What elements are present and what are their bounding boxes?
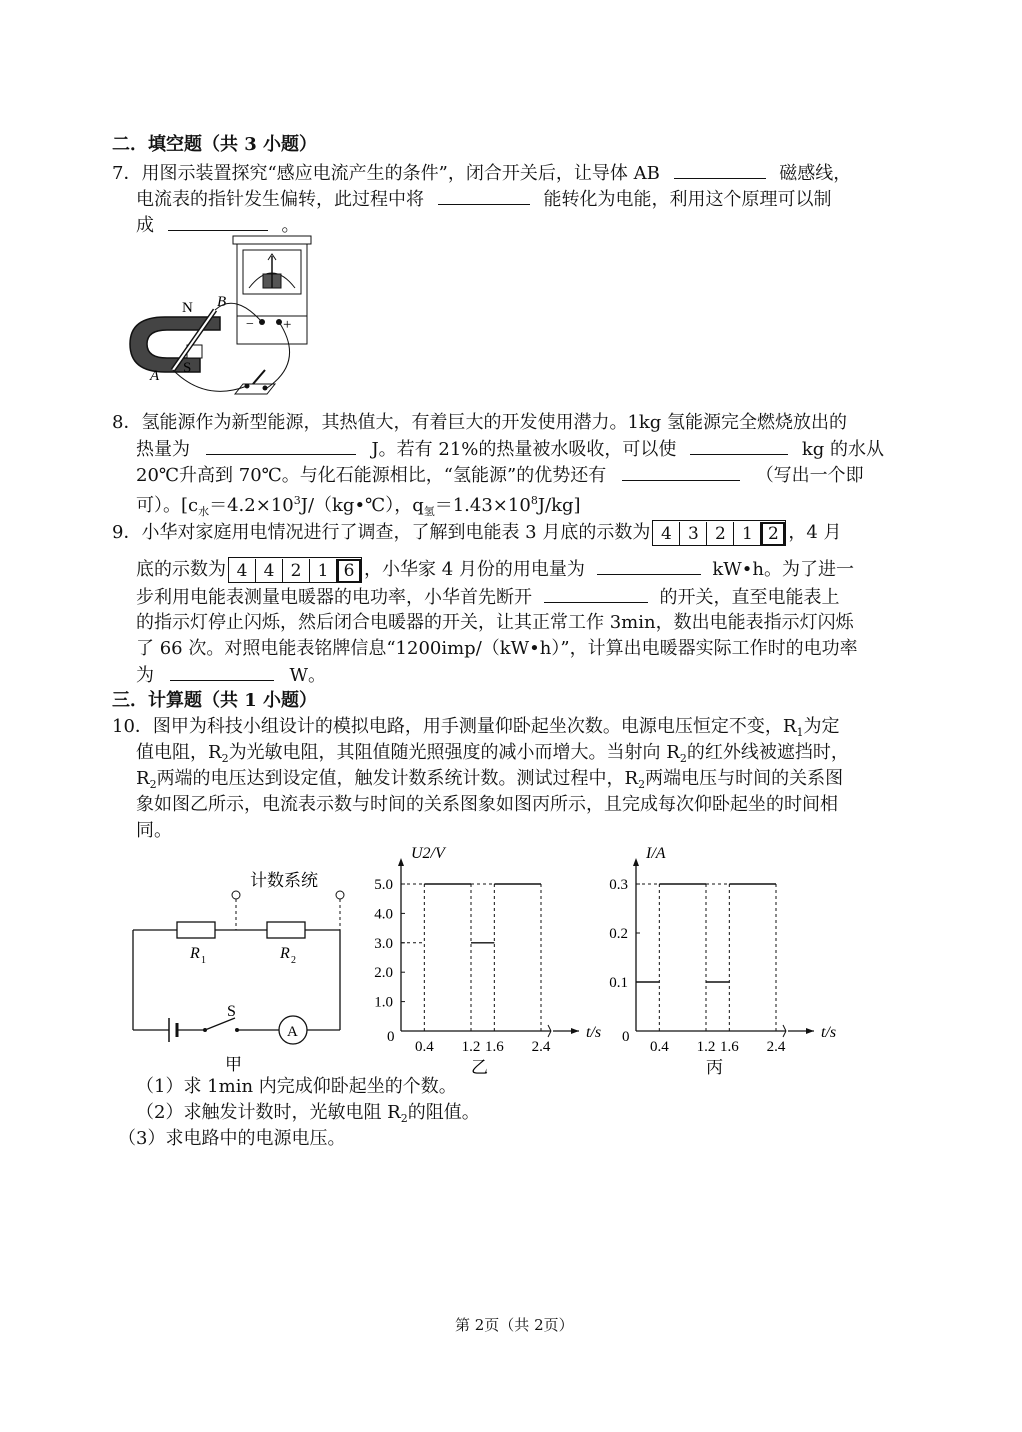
r1-subscript: 1 [201, 955, 206, 966]
x-tick-label: 1.2 [696, 1039, 716, 1055]
q10-subscript: 2 [221, 752, 229, 765]
resistor-r2 [267, 922, 305, 938]
q8-formula: 可）。[c [136, 495, 199, 516]
point-b-label: B [217, 294, 227, 310]
q10-text: R [136, 768, 150, 789]
q10-line-4: 象如图乙所示，电流表示数与时间的关系图象如图丙所示，且完成每次仰卧起坐的时间相 [136, 794, 838, 815]
meter-decimal-digit: 6 [337, 559, 361, 583]
x-tick-label: 1.6 [484, 1039, 504, 1055]
q9-blank-3[interactable] [170, 662, 274, 681]
y-tick-label: 3.0 [374, 935, 393, 952]
q9-text: 底的示数为 [136, 559, 226, 580]
q8-superscript: 3 [293, 494, 301, 507]
q9-line-6 [136, 662, 326, 689]
q7-text: 7．用图示装置探究“感应电流产生的条件”，闭合开关后，让导体 AB [112, 163, 660, 184]
q7-line-2 [136, 186, 831, 213]
meter-digit: 4 [229, 559, 256, 583]
y-tick-label: 2.0 [374, 965, 393, 982]
x-axis-label: t/s [821, 1024, 837, 1041]
y-axis-label: U2/V [411, 845, 445, 862]
r2-subscript: 2 [291, 955, 296, 966]
q9-text: 9．小华对家庭用电情况进行了调查，了解到电能表 3 月底的示数为 [112, 522, 651, 543]
chart-i-vs-time [590, 838, 837, 1078]
magnet-n-label: N [182, 300, 193, 316]
y-axis-label: I/A [646, 845, 666, 862]
point-a-label: A [150, 368, 160, 384]
q10-sub-2-text: （2）求触发计数时，光敏电阻 R [136, 1102, 401, 1123]
q8-blank-1[interactable] [206, 436, 356, 455]
q9-line-3 [136, 584, 839, 611]
q10-subscript: 2 [400, 1112, 408, 1125]
q10-text: 为光敏电阻，其阻值随光照强度的减小而增大。当射向 R [228, 742, 680, 763]
q9-text: 为 [136, 665, 154, 686]
y-tick-label: 1.0 [374, 994, 393, 1011]
meter-digit: 4 [653, 522, 680, 546]
x-axis-label: t/s [586, 1024, 602, 1041]
figure-caption: 丙 [706, 1058, 723, 1077]
q7-blank-2[interactable] [438, 186, 530, 205]
q9-blank-1[interactable] [597, 556, 701, 575]
q7-text: 磁感线， [779, 163, 852, 184]
q10-subscript: 2 [149, 778, 157, 791]
meter-reading-march [652, 520, 786, 546]
q10-text: 的红外线被遮挡时， [686, 742, 849, 763]
x-tick-label: 2.4 [531, 1039, 551, 1055]
circuit-diagram [125, 862, 355, 1077]
meter-reading-april [228, 557, 362, 583]
q10-sub-2-text: 的阻值。 [407, 1102, 480, 1123]
q7-text: 成 [136, 215, 154, 236]
y-tick-label: 5.0 [374, 877, 393, 893]
q9-text: 步利用电能表测量电暖器的电功率，小华首先断开 [136, 587, 532, 608]
page-footer: 第 2页（共 2页） [455, 1316, 574, 1334]
origin-tick-label: 0 [387, 1029, 395, 1045]
y-tick-label: 0.2 [609, 926, 628, 942]
y-tick-label: 4.0 [374, 906, 393, 923]
q7-line-1 [112, 160, 851, 187]
x-tick-label: 2.4 [766, 1039, 786, 1055]
x-axis-arrow [571, 1028, 579, 1034]
q7-blank-3[interactable] [168, 212, 268, 231]
meter-digit: 1 [734, 522, 761, 546]
figure-caption: 乙 [471, 1058, 488, 1077]
q8-subscript: 氢 [423, 505, 435, 518]
x-tick-label: 1.2 [461, 1039, 481, 1055]
magnet-s-label: S [183, 360, 192, 376]
ammeter-label: A [287, 1024, 298, 1040]
resistor-r1 [177, 922, 215, 938]
q9-line-5: 了 66 次。对照电能表铭牌信息“1200imp/（kW•h）”，计算出电暖器实际工作时的电功率 [136, 638, 858, 659]
q8-text: kg 的水从 [801, 439, 885, 460]
r1-label: R [190, 945, 200, 962]
q10-line-5: 同。 [136, 820, 172, 841]
counter-terminal-left [232, 891, 240, 899]
meter-digit: 2 [283, 559, 310, 583]
q8-formula: J/（kg•℃），q [300, 495, 424, 516]
q8-superscript: 8 [530, 494, 538, 507]
q9-line-1 [112, 520, 842, 546]
q8-text: 热量为 [136, 439, 190, 460]
q9-text: W。 [289, 665, 326, 686]
chart-u2-vs-time [355, 838, 600, 1078]
q7-blank-1[interactable] [674, 160, 766, 179]
q8-subscript: 水 [198, 505, 210, 518]
q9-line-2 [136, 556, 854, 583]
counter-terminal-right [336, 891, 344, 899]
section-heading-fill-blank: 二．填空题（共 3 小题） [112, 134, 318, 155]
q10-text: 为定 [803, 716, 840, 737]
q8-line-3 [136, 462, 864, 489]
origin-tick-label: 0 [622, 1029, 630, 1045]
y-tick-label: 0.3 [609, 877, 628, 893]
terminal-plus-label: + [283, 317, 292, 333]
q9-line-4: 的指示灯停止闪烁，然后闭合电暖器的开关，让其正常工作 3min，数出电能表指示灯闪烁 [136, 612, 854, 633]
q10-text: 10．图甲为科技小组设计的模拟电路，用手测量仰卧起坐次数。电源电压恒定不变，R [112, 716, 797, 737]
q9-text: kW•h。为了进一 [712, 559, 854, 580]
q8-formula: ＝1.43×10 [434, 495, 531, 516]
q8-text: 20℃升高到 70℃。与化石能源相比，“氢能源”的优势还有 [136, 465, 607, 486]
q7-text: 能转化为电能，利用这个原理可以制 [543, 189, 832, 210]
q10-text: 两端电压与时间的关系图 [645, 768, 844, 789]
y-axis-arrow [633, 858, 639, 866]
q9-text: ，小华家 4 月份的用电量为 [364, 559, 585, 580]
meter-digit: 2 [707, 522, 734, 546]
q10-subscript: 1 [796, 726, 804, 739]
q10-text: 值电阻，R [136, 742, 222, 763]
q7-text: 。 [281, 215, 300, 236]
y-axis-arrow [398, 858, 404, 866]
meter-decimal-digit: 2 [761, 522, 785, 546]
q10-subscript: 2 [679, 752, 687, 765]
meter-digit: 4 [256, 559, 283, 583]
q8-line-1: 8．氢能源作为新型能源，其热值大，有着巨大的开发使用潜力。1kg 氢能源完全燃烧放出的 [112, 412, 848, 433]
q8-formula: J/kg] [537, 495, 581, 516]
q8-text: （写出一个即 [755, 465, 864, 486]
x-tick-label: 1.6 [719, 1039, 739, 1055]
counter-system-label: 计数系统 [250, 871, 318, 890]
meter-digit: 1 [310, 559, 337, 583]
section-heading-calculation: 三．计算题（共 1 小题） [112, 690, 318, 711]
q8-blank-3[interactable] [622, 462, 740, 481]
r2-label: R [280, 945, 290, 962]
induction-apparatus-figure [125, 232, 325, 407]
terminal-minus-label: − [246, 317, 254, 332]
q8-blank-2[interactable] [690, 436, 788, 455]
q10-subscript: 2 [638, 778, 646, 791]
q10-sub-3: （3）求电路中的电源电压。 [118, 1128, 346, 1149]
q10-sub-1: （1）求 1min 内完成仰卧起坐的个数。 [136, 1076, 457, 1097]
x-axis-arrow [806, 1028, 814, 1034]
q8-line-2 [136, 436, 884, 463]
q8-text: J。若有 21%的热量被水吸收，可以使 [371, 439, 677, 460]
meter-digit: 3 [680, 522, 707, 546]
x-tick-label: 0.4 [414, 1039, 434, 1055]
q7-text: 电流表的指针发生偏转，此过程中将 [136, 189, 424, 210]
figure-caption-jia: 甲 [225, 1055, 242, 1074]
switch-label: S [227, 1003, 236, 1020]
q10-text: 两端的电压达到设定值，触发计数系统计数。测试过程中，R [156, 768, 639, 789]
y-tick-label: 0.1 [609, 975, 628, 991]
q9-text: 的开关，直至电能表上 [659, 587, 840, 608]
q8-formula: ＝4.2×10 [209, 495, 294, 516]
q9-text: ，4 月 [788, 522, 842, 543]
x-tick-label: 0.4 [649, 1039, 669, 1055]
q9-blank-2[interactable] [544, 584, 648, 603]
